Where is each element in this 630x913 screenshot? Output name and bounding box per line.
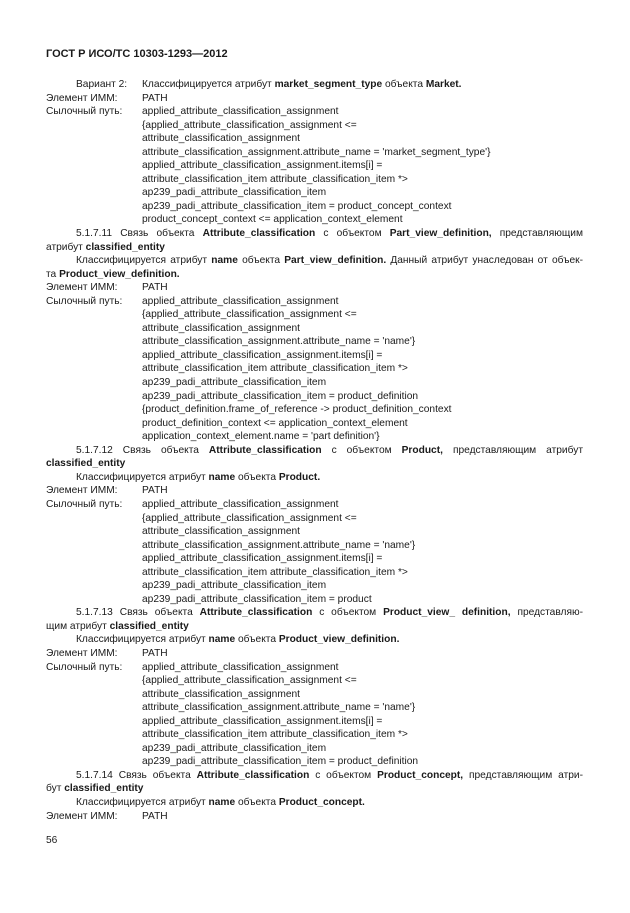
page-content [46, 78, 583, 823]
section-5-1-7-11-heading-cont: атрибут classified_entity [46, 241, 165, 253]
path-block-5-1-7-13 [46, 661, 583, 769]
path-value: {product_definition.frame_of_reference -> product_definition_context [142, 404, 452, 416]
path-value: applied_attribute_classification_assignment [142, 295, 339, 307]
section-5-1-7-11-text-cont: та Product_view_definition. [46, 268, 180, 280]
path-value: attribute_classification_assignment [142, 133, 300, 145]
path-line [46, 498, 583, 512]
path-line [46, 308, 583, 322]
path-value: applied_attribute_classification_assignment [142, 106, 339, 118]
path-line [46, 566, 583, 580]
path-value: {applied_attribute_classification_assignment <= [142, 309, 357, 321]
section-5-1-7-14-heading: 5.1.7.14 Связь объекта Attribute_classification с объектом Product_concept, представляющим атри- [76, 769, 583, 781]
section-5-1-7-12-text: Классифицируется атрибут name объекта Product. [76, 471, 321, 483]
path-value: ap239_padi_attribute_classification_item [142, 742, 327, 754]
path-line [46, 186, 583, 200]
path-line [46, 322, 583, 336]
path-value: attribute_classification_item attribute_classification_item *> [142, 173, 408, 185]
path-label: Сылочный путь: [46, 106, 123, 118]
path-line [46, 349, 583, 363]
section-5-1-7-11-text: Классифицируется атрибут name объекта Part_view_definition. Данный атрибут унаследован от объек- [76, 255, 583, 267]
section-5-1-7-12-heading: 5.1.7.12 Связь объекта Attribute_classification с объектом Product, представляющим атрибут [76, 444, 583, 456]
path-value: attribute_classification_assignment.attribute_name = 'name'} [142, 336, 416, 348]
path-value: applied_attribute_classification_assignment.items[i] = [142, 715, 383, 727]
path-line [46, 119, 583, 133]
path-value: attribute_classification_assignment [142, 688, 300, 700]
path-value: applied_attribute_classification_assignment [142, 661, 339, 673]
section-5-1-7-14-heading-cont: бут classified_entity [46, 783, 144, 795]
element-line: Элемент ИММ: PATH [46, 485, 168, 497]
path-value: ap239_padi_attribute_classification_item = product_concept_context [142, 200, 452, 212]
path-block-variant2 [46, 105, 583, 227]
path-line [46, 701, 583, 715]
path-value: ap239_padi_attribute_classification_item = product [142, 593, 372, 605]
section-5-1-7-13-heading-cont: щим атрибут classified_entity [46, 620, 189, 632]
path-label: Сылочный путь: [46, 498, 123, 510]
path-value: attribute_classification_item attribute_classification_item *> [142, 566, 408, 578]
path-line [46, 362, 583, 376]
path-value: {applied_attribute_classification_assignment <= [142, 119, 357, 131]
path-line [46, 674, 583, 688]
path-line [46, 728, 583, 742]
path-value: attribute_classification_assignment.attribute_name = 'name'} [142, 702, 416, 714]
path-line [46, 390, 583, 404]
path-value: attribute_classification_item attribute_classification_item *> [142, 363, 408, 375]
path-line [46, 376, 583, 390]
path-block-5-1-7-12 [46, 498, 583, 606]
path-line [46, 403, 583, 417]
path-value: attribute_classification_assignment [142, 526, 300, 538]
path-line [46, 159, 583, 173]
path-value: attribute_classification_assignment.attribute_name = 'market_segment_type'} [142, 146, 491, 158]
path-line [46, 512, 583, 526]
variant-label: Вариант 2: [76, 79, 128, 90]
path-line [46, 715, 583, 729]
path-value: application_context_element.name = 'part definition'} [142, 431, 380, 443]
section-5-1-7-12-heading-cont: classified_entity [46, 458, 126, 470]
path-block-5-1-7-11 [46, 295, 583, 444]
path-value: product_definition_context <= application_context_element [142, 417, 408, 429]
path-label: Сылочный путь: [46, 661, 123, 673]
page-number: 56 [46, 835, 58, 846]
section-5-1-7-11-heading: 5.1.7.11 Связь объекта Attribute_classification с объектом Part_view_definition, представляющим [76, 228, 583, 240]
path-value: applied_attribute_classification_assignment.items[i] = [142, 349, 383, 361]
path-line [46, 200, 583, 214]
path-value: ap239_padi_attribute_classification_item [142, 580, 327, 592]
path-value: ap239_padi_attribute_classification_item [142, 377, 327, 389]
path-line [46, 295, 583, 309]
path-value: product_concept_context <= application_context_element [142, 214, 403, 226]
element-line: Элемент ИММ: PATH [46, 282, 168, 294]
path-value: applied_attribute_classification_assignment.items[i] = [142, 553, 383, 565]
path-line [46, 579, 583, 593]
section-5-1-7-13-heading: 5.1.7.13 Связь объекта Attribute_classification с объектом Product_view_ definition, представляю- [76, 607, 583, 619]
variant2-line: Вариант 2: Классифицируется атрибут market_segment_type объекта Market. [76, 79, 462, 90]
path-line [46, 213, 583, 227]
element-line: Элемент ИММ: PATH [46, 92, 168, 104]
path-line [46, 539, 583, 553]
element-line: Элемент ИММ: PATH [46, 810, 168, 822]
path-line [46, 132, 583, 146]
path-value: attribute_classification_item attribute_classification_item *> [142, 729, 408, 741]
path-label: Сылочный путь: [46, 295, 123, 307]
path-value: ap239_padi_attribute_classification_item = product_definition [142, 756, 419, 768]
path-value: attribute_classification_assignment.attribute_name = 'name'} [142, 539, 416, 551]
path-value: ap239_padi_attribute_classification_item [142, 187, 327, 199]
path-value: ap239_padi_attribute_classification_item = product_definition [142, 390, 419, 402]
path-line [46, 552, 583, 566]
path-line [46, 146, 583, 160]
path-line [46, 173, 583, 187]
path-line [46, 417, 583, 431]
path-line [46, 755, 583, 769]
path-line [46, 335, 583, 349]
path-value: applied_attribute_classification_assignment.items[i] = [142, 160, 383, 172]
path-value: {applied_attribute_classification_assignment <= [142, 512, 357, 524]
path-line [46, 525, 583, 539]
path-line [46, 430, 583, 444]
section-5-1-7-14-text: Классифицируется атрибут name объекта Product_concept. [76, 796, 365, 808]
path-line [46, 742, 583, 756]
element-line: Элемент ИММ: PATH [46, 647, 168, 659]
path-value: {applied_attribute_classification_assignment <= [142, 675, 357, 687]
path-line [46, 688, 583, 702]
path-value: applied_attribute_classification_assignment [142, 498, 339, 510]
path-value: attribute_classification_assignment [142, 322, 300, 334]
path-line [46, 661, 583, 675]
document-header: ГОСТ Р ИСО/ТС 10303-1293—2012 [46, 48, 228, 60]
path-line [46, 105, 583, 119]
path-line [46, 593, 583, 607]
section-5-1-7-13-text: Классифицируется атрибут name объекта Product_view_definition. [76, 634, 400, 646]
